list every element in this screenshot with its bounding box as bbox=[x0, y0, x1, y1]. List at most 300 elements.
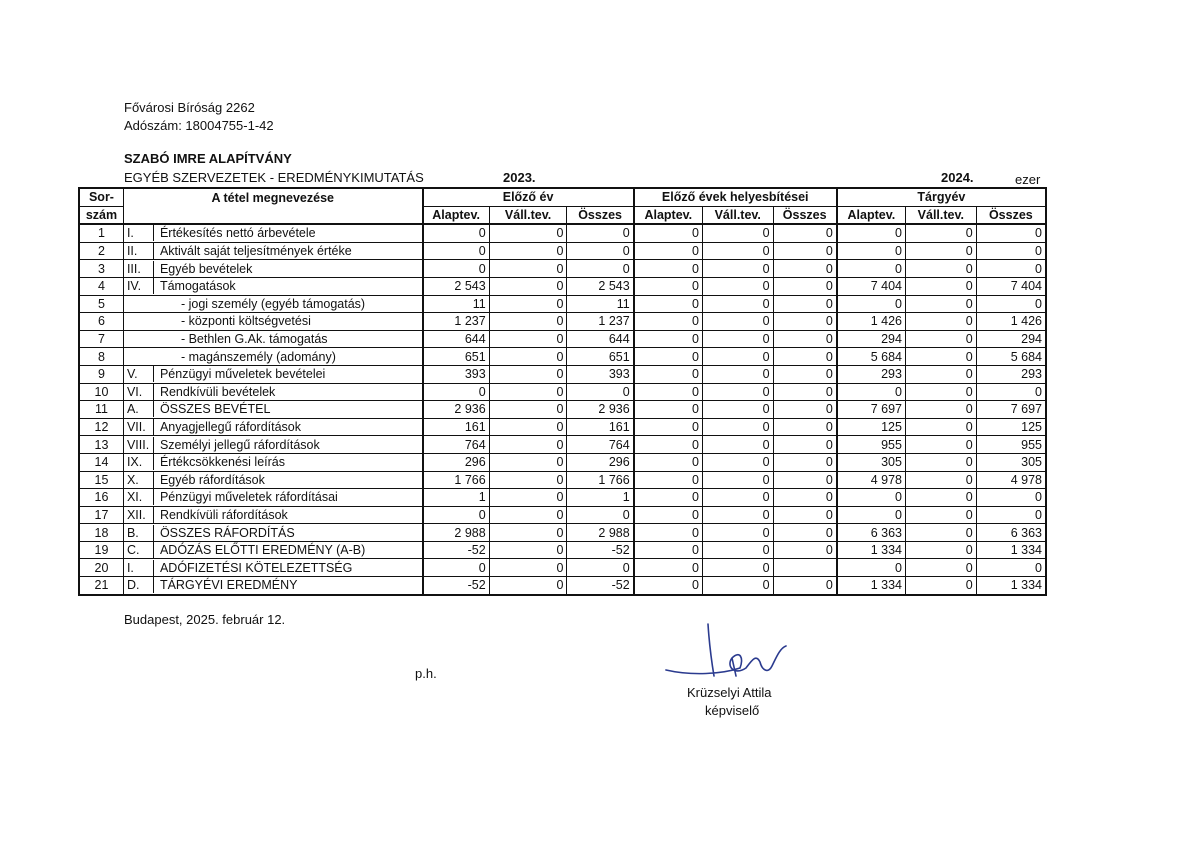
row-label: ÖSSZES BEVÉTEL bbox=[159, 402, 271, 417]
row-label-cell bbox=[123, 436, 422, 454]
table-row bbox=[79, 365, 1046, 383]
row-label-cell bbox=[123, 524, 422, 542]
value-cell: 0 bbox=[905, 295, 976, 313]
row-label: Egyéb ráfordítások bbox=[159, 472, 265, 487]
value-cell: 0 bbox=[634, 277, 703, 295]
row-label: - jogi személy (egyéb támogatás) bbox=[180, 296, 366, 311]
row-code: VIII. bbox=[124, 437, 154, 453]
row-number: 14 bbox=[79, 453, 123, 471]
table-row bbox=[79, 348, 1046, 366]
table-row bbox=[79, 295, 1046, 313]
col-sor: Sor- bbox=[79, 188, 123, 206]
row-label: - magánszemély (adomány) bbox=[180, 349, 336, 364]
value-cell: 0 bbox=[702, 277, 773, 295]
value-cell: 0 bbox=[905, 577, 976, 595]
value-cell: -52 bbox=[567, 541, 634, 559]
value-cell: 0 bbox=[905, 541, 976, 559]
value-cell: 0 bbox=[773, 418, 837, 436]
value-cell: 0 bbox=[423, 242, 490, 260]
value-cell: 2 543 bbox=[423, 277, 490, 295]
value-cell: 0 bbox=[976, 559, 1046, 577]
tax-number: Adószám: 18004755-1-42 bbox=[124, 118, 274, 133]
table-row bbox=[79, 559, 1046, 577]
value-cell: 0 bbox=[489, 242, 567, 260]
value-cell: 0 bbox=[567, 242, 634, 260]
ph-label: p.h. bbox=[415, 666, 437, 681]
value-cell: 651 bbox=[567, 348, 634, 366]
value-cell: 0 bbox=[773, 436, 837, 454]
row-label-cell bbox=[123, 383, 422, 401]
value-cell: 0 bbox=[702, 471, 773, 489]
value-cell: 0 bbox=[702, 489, 773, 507]
table-row bbox=[79, 471, 1046, 489]
group-current-year: Tárgyév bbox=[837, 188, 1046, 206]
row-number: 4 bbox=[79, 277, 123, 295]
value-cell: 0 bbox=[634, 577, 703, 595]
row-number: 12 bbox=[79, 418, 123, 436]
value-cell: 0 bbox=[702, 348, 773, 366]
value-cell: 0 bbox=[905, 401, 976, 419]
col-ossz-2: Összes bbox=[773, 206, 837, 224]
value-cell: 0 bbox=[837, 383, 906, 401]
value-cell: 294 bbox=[837, 330, 906, 348]
value-cell: 0 bbox=[634, 313, 703, 331]
table-row bbox=[79, 436, 1046, 454]
value-cell: 1 334 bbox=[837, 577, 906, 595]
value-cell: 0 bbox=[702, 418, 773, 436]
row-label: Értékcsökkenési leírás bbox=[159, 455, 286, 470]
row-code: C. bbox=[124, 542, 154, 558]
group-corrections: Előző évek helyesbítései bbox=[634, 188, 837, 206]
value-cell: 2 936 bbox=[423, 401, 490, 419]
row-label-cell bbox=[123, 418, 422, 436]
value-cell: 1 334 bbox=[976, 577, 1046, 595]
value-cell: 0 bbox=[489, 541, 567, 559]
value-cell: 296 bbox=[567, 453, 634, 471]
value-cell: 0 bbox=[905, 224, 976, 242]
prev-year-label: 2023. bbox=[503, 170, 536, 185]
value-cell: 0 bbox=[702, 313, 773, 331]
value-cell: 0 bbox=[489, 418, 567, 436]
row-number: 6 bbox=[79, 313, 123, 331]
value-cell: 644 bbox=[567, 330, 634, 348]
income-statement-table bbox=[78, 187, 1047, 596]
value-cell: 0 bbox=[489, 577, 567, 595]
value-cell: 0 bbox=[489, 471, 567, 489]
row-label-cell bbox=[123, 260, 422, 278]
value-cell: -52 bbox=[423, 577, 490, 595]
value-cell: 0 bbox=[634, 365, 703, 383]
value-cell: 0 bbox=[905, 436, 976, 454]
value-cell: 1 bbox=[567, 489, 634, 507]
value-cell: 125 bbox=[976, 418, 1046, 436]
value-cell: 0 bbox=[976, 489, 1046, 507]
table-row bbox=[79, 541, 1046, 559]
value-cell: 0 bbox=[489, 224, 567, 242]
value-cell: 0 bbox=[423, 383, 490, 401]
value-cell: 0 bbox=[773, 242, 837, 260]
row-label: Pénzügyi műveletek ráfordításai bbox=[159, 490, 338, 505]
value-cell: 0 bbox=[489, 489, 567, 507]
value-cell: 7 697 bbox=[976, 401, 1046, 419]
value-cell: 0 bbox=[702, 260, 773, 278]
row-number: 13 bbox=[79, 436, 123, 454]
row-code: I. bbox=[124, 560, 154, 576]
value-cell: 0 bbox=[702, 330, 773, 348]
value-cell: 0 bbox=[489, 436, 567, 454]
value-cell: 0 bbox=[634, 224, 703, 242]
row-code: VI. bbox=[124, 384, 154, 400]
value-cell: 0 bbox=[634, 330, 703, 348]
value-cell: 0 bbox=[567, 383, 634, 401]
value-cell: 0 bbox=[905, 418, 976, 436]
row-label-cell bbox=[123, 330, 422, 348]
row-label-cell bbox=[123, 577, 422, 595]
value-cell: 1 334 bbox=[837, 541, 906, 559]
value-cell: 0 bbox=[905, 471, 976, 489]
value-cell: 0 bbox=[489, 401, 567, 419]
value-cell: 2 988 bbox=[423, 524, 490, 542]
value-cell: 293 bbox=[837, 365, 906, 383]
value-cell: 0 bbox=[567, 260, 634, 278]
value-cell: 1 237 bbox=[567, 313, 634, 331]
value-cell: 955 bbox=[837, 436, 906, 454]
value-cell: 0 bbox=[905, 506, 976, 524]
row-label: Egyéb bevételek bbox=[159, 261, 253, 276]
value-cell: 764 bbox=[567, 436, 634, 454]
row-label-cell bbox=[123, 365, 422, 383]
value-cell: 5 684 bbox=[837, 348, 906, 366]
value-cell: 0 bbox=[773, 348, 837, 366]
value-cell: 0 bbox=[905, 313, 976, 331]
value-cell: 0 bbox=[976, 295, 1046, 313]
value-cell: 296 bbox=[423, 453, 490, 471]
row-label-cell bbox=[123, 471, 422, 489]
value-cell: 0 bbox=[489, 348, 567, 366]
row-number: 16 bbox=[79, 489, 123, 507]
row-label-cell bbox=[123, 401, 422, 419]
value-cell: 0 bbox=[773, 453, 837, 471]
value-cell: 6 363 bbox=[976, 524, 1046, 542]
value-cell: 0 bbox=[567, 506, 634, 524]
value-cell: 7 404 bbox=[976, 277, 1046, 295]
row-number: 1 bbox=[79, 224, 123, 242]
row-label: ÖSSZES RÁFORDÍTÁS bbox=[159, 525, 295, 540]
report-subtitle: EGYÉB SZERVEZETEK - EREDMÉNYKIMUTATÁS bbox=[124, 170, 424, 185]
value-cell: 0 bbox=[837, 489, 906, 507]
value-cell: 0 bbox=[905, 242, 976, 260]
value-cell: 0 bbox=[423, 224, 490, 242]
value-cell: 0 bbox=[634, 559, 703, 577]
value-cell: 0 bbox=[773, 224, 837, 242]
table-row bbox=[79, 418, 1046, 436]
value-cell: 0 bbox=[976, 506, 1046, 524]
value-cell: 0 bbox=[702, 242, 773, 260]
value-cell: 0 bbox=[773, 541, 837, 559]
col-ossz-1: Összes bbox=[567, 206, 634, 224]
table-row bbox=[79, 330, 1046, 348]
value-cell: 0 bbox=[905, 559, 976, 577]
value-cell: 2 543 bbox=[567, 277, 634, 295]
value-cell: 1 237 bbox=[423, 313, 490, 331]
row-label-cell bbox=[123, 559, 422, 577]
table-row bbox=[79, 524, 1046, 542]
value-cell: 0 bbox=[976, 260, 1046, 278]
value-cell: 0 bbox=[634, 436, 703, 454]
header-row-cols bbox=[79, 206, 1046, 224]
row-code: IV. bbox=[124, 278, 154, 294]
value-cell: 0 bbox=[489, 506, 567, 524]
value-cell: 0 bbox=[702, 524, 773, 542]
value-cell: 0 bbox=[702, 383, 773, 401]
col-vall-1: Váll.tev. bbox=[489, 206, 567, 224]
value-cell: 4 978 bbox=[837, 471, 906, 489]
value-cell: 0 bbox=[634, 295, 703, 313]
row-code: I. bbox=[124, 225, 154, 241]
row-label: ADÓZÁS ELŐTTI EREDMÉNY (A-B) bbox=[159, 543, 366, 558]
row-number: 8 bbox=[79, 348, 123, 366]
table-row bbox=[79, 577, 1046, 595]
value-cell: 0 bbox=[702, 577, 773, 595]
col-vall-3: Váll.tev. bbox=[905, 206, 976, 224]
value-cell: 0 bbox=[634, 260, 703, 278]
value-cell: 0 bbox=[905, 330, 976, 348]
row-label: Anyagjellegű ráfordítások bbox=[159, 420, 302, 435]
value-cell: 6 363 bbox=[837, 524, 906, 542]
value-cell: 0 bbox=[423, 506, 490, 524]
row-label: Rendkívüli bevételek bbox=[159, 384, 276, 399]
row-label-cell bbox=[123, 541, 422, 559]
value-cell: 0 bbox=[634, 524, 703, 542]
place-date: Budapest, 2025. február 12. bbox=[124, 612, 286, 627]
value-cell: 0 bbox=[489, 453, 567, 471]
row-code: XII. bbox=[124, 507, 154, 523]
value-cell: 0 bbox=[773, 330, 837, 348]
row-label: Értékesítés nettó árbevétele bbox=[159, 226, 316, 241]
value-cell: 0 bbox=[837, 295, 906, 313]
value-cell: 0 bbox=[773, 506, 837, 524]
value-cell: 0 bbox=[837, 242, 906, 260]
organization-name: SZABÓ IMRE ALAPÍTVÁNY bbox=[124, 151, 292, 166]
value-cell: 1 bbox=[423, 489, 490, 507]
value-cell: 0 bbox=[773, 401, 837, 419]
value-cell: 0 bbox=[634, 471, 703, 489]
value-cell: 0 bbox=[702, 559, 773, 577]
value-cell: 0 bbox=[567, 559, 634, 577]
row-number: 20 bbox=[79, 559, 123, 577]
value-cell: 0 bbox=[976, 224, 1046, 242]
signer-name: Krüzselyi Attila bbox=[687, 685, 772, 700]
value-cell: 0 bbox=[905, 277, 976, 295]
row-code: B. bbox=[124, 525, 154, 541]
value-cell: 0 bbox=[905, 453, 976, 471]
row-number: 17 bbox=[79, 506, 123, 524]
value-cell: 0 bbox=[773, 577, 837, 595]
value-cell: 0 bbox=[489, 260, 567, 278]
value-cell: 0 bbox=[702, 436, 773, 454]
value-cell bbox=[773, 559, 837, 577]
value-cell: 0 bbox=[837, 506, 906, 524]
table-row bbox=[79, 383, 1046, 401]
value-cell: 0 bbox=[634, 242, 703, 260]
value-cell: 0 bbox=[905, 365, 976, 383]
value-cell: 764 bbox=[423, 436, 490, 454]
value-cell: 0 bbox=[773, 489, 837, 507]
table-row bbox=[79, 489, 1046, 507]
row-label-cell bbox=[123, 224, 422, 242]
row-code: III. bbox=[124, 261, 154, 277]
row-label: Rendkívüli ráfordítások bbox=[159, 507, 288, 522]
value-cell: 11 bbox=[567, 295, 634, 313]
value-cell: 125 bbox=[837, 418, 906, 436]
value-cell: 0 bbox=[773, 383, 837, 401]
value-cell: 393 bbox=[567, 365, 634, 383]
value-cell: 1 426 bbox=[837, 313, 906, 331]
row-number: 5 bbox=[79, 295, 123, 313]
value-cell: 0 bbox=[773, 277, 837, 295]
row-label-cell bbox=[123, 348, 422, 366]
value-cell: 293 bbox=[976, 365, 1046, 383]
row-label: Személyi jellegű ráfordítások bbox=[159, 437, 320, 452]
row-number: 21 bbox=[79, 577, 123, 595]
value-cell: 651 bbox=[423, 348, 490, 366]
row-number: 10 bbox=[79, 383, 123, 401]
value-cell: 0 bbox=[702, 224, 773, 242]
value-cell: 0 bbox=[634, 383, 703, 401]
row-label-cell bbox=[123, 313, 422, 331]
row-label: Aktivált saját teljesítmények értéke bbox=[159, 244, 352, 259]
row-number: 19 bbox=[79, 541, 123, 559]
value-cell: 1 766 bbox=[567, 471, 634, 489]
group-prev-year: Előző év bbox=[423, 188, 634, 206]
row-code: II. bbox=[124, 243, 154, 259]
court-registration: Fővárosi Bíróság 2262 bbox=[124, 100, 255, 115]
row-code: X. bbox=[124, 472, 154, 488]
value-cell: 0 bbox=[489, 559, 567, 577]
row-number: 18 bbox=[79, 524, 123, 542]
row-number: 9 bbox=[79, 365, 123, 383]
value-cell: 0 bbox=[976, 242, 1046, 260]
row-code: VII. bbox=[124, 419, 154, 435]
row-label: - központi költségvetési bbox=[180, 314, 311, 329]
row-number: 15 bbox=[79, 471, 123, 489]
value-cell: 0 bbox=[702, 365, 773, 383]
value-cell: 0 bbox=[837, 260, 906, 278]
col-alap-2: Alaptev. bbox=[634, 206, 703, 224]
value-cell: 0 bbox=[423, 559, 490, 577]
table-row bbox=[79, 453, 1046, 471]
value-cell: 0 bbox=[773, 524, 837, 542]
col-alap-1: Alaptev. bbox=[423, 206, 490, 224]
col-vall-2: Váll.tev. bbox=[702, 206, 773, 224]
value-cell: 0 bbox=[773, 260, 837, 278]
row-label: Pénzügyi műveletek bevételei bbox=[159, 367, 326, 382]
value-cell: 0 bbox=[773, 471, 837, 489]
signer-role: képviselő bbox=[705, 703, 760, 718]
col-alap-3: Alaptev. bbox=[837, 206, 906, 224]
row-label: ADÓFIZETÉSI KÖTELEZETTSÉG bbox=[159, 560, 353, 575]
value-cell: 294 bbox=[976, 330, 1046, 348]
value-cell: 0 bbox=[773, 365, 837, 383]
row-code: XI. bbox=[124, 489, 154, 505]
table-row bbox=[79, 277, 1046, 295]
row-label-cell bbox=[123, 453, 422, 471]
row-number: 11 bbox=[79, 401, 123, 419]
unit-label: ezer bbox=[1015, 172, 1041, 187]
col-item-blank bbox=[123, 206, 422, 224]
value-cell: 0 bbox=[567, 224, 634, 242]
value-cell: 955 bbox=[976, 436, 1046, 454]
value-cell: 393 bbox=[423, 365, 490, 383]
value-cell: 0 bbox=[773, 313, 837, 331]
value-cell: 11 bbox=[423, 295, 490, 313]
value-cell: 0 bbox=[634, 489, 703, 507]
row-label: TÁRGYÉVI EREDMÉNY bbox=[159, 578, 298, 593]
value-cell: 4 978 bbox=[976, 471, 1046, 489]
col-item: A tétel megnevezése bbox=[123, 188, 422, 206]
value-cell: 0 bbox=[489, 295, 567, 313]
value-cell: 1 426 bbox=[976, 313, 1046, 331]
row-label-cell bbox=[123, 242, 422, 260]
value-cell: 0 bbox=[976, 383, 1046, 401]
row-code: A. bbox=[124, 401, 154, 417]
value-cell: 7 404 bbox=[837, 277, 906, 295]
value-cell: -52 bbox=[423, 541, 490, 559]
value-cell: 0 bbox=[489, 383, 567, 401]
value-cell: -52 bbox=[567, 577, 634, 595]
value-cell: 0 bbox=[634, 401, 703, 419]
table-row bbox=[79, 506, 1046, 524]
value-cell: 0 bbox=[634, 348, 703, 366]
row-label: - Bethlen G.Ak. támogatás bbox=[180, 332, 328, 347]
value-cell: 0 bbox=[905, 524, 976, 542]
value-cell: 0 bbox=[837, 224, 906, 242]
value-cell: 0 bbox=[489, 365, 567, 383]
value-cell: 0 bbox=[702, 295, 773, 313]
value-cell: 0 bbox=[489, 313, 567, 331]
value-cell: 644 bbox=[423, 330, 490, 348]
row-label-cell bbox=[123, 295, 422, 313]
header-row-groups bbox=[79, 188, 1046, 206]
value-cell: 305 bbox=[837, 453, 906, 471]
value-cell: 0 bbox=[702, 541, 773, 559]
value-cell: 0 bbox=[905, 383, 976, 401]
value-cell: 0 bbox=[905, 348, 976, 366]
value-cell: 0 bbox=[702, 401, 773, 419]
value-cell: 5 684 bbox=[976, 348, 1046, 366]
row-label-cell bbox=[123, 277, 422, 295]
value-cell: 0 bbox=[634, 453, 703, 471]
row-code: V. bbox=[124, 366, 154, 382]
row-code: D. bbox=[124, 577, 154, 593]
value-cell: 0 bbox=[905, 489, 976, 507]
value-cell: 0 bbox=[837, 559, 906, 577]
col-szam: szám bbox=[79, 206, 123, 224]
table-row bbox=[79, 260, 1046, 278]
table-row bbox=[79, 401, 1046, 419]
value-cell: 161 bbox=[423, 418, 490, 436]
value-cell: 0 bbox=[634, 541, 703, 559]
value-cell: 0 bbox=[489, 277, 567, 295]
row-label-cell bbox=[123, 489, 422, 507]
value-cell: 0 bbox=[634, 506, 703, 524]
value-cell: 0 bbox=[702, 453, 773, 471]
row-label-cell bbox=[123, 506, 422, 524]
table-row bbox=[79, 313, 1046, 331]
value-cell: 0 bbox=[423, 260, 490, 278]
value-cell: 7 697 bbox=[837, 401, 906, 419]
row-number: 7 bbox=[79, 330, 123, 348]
